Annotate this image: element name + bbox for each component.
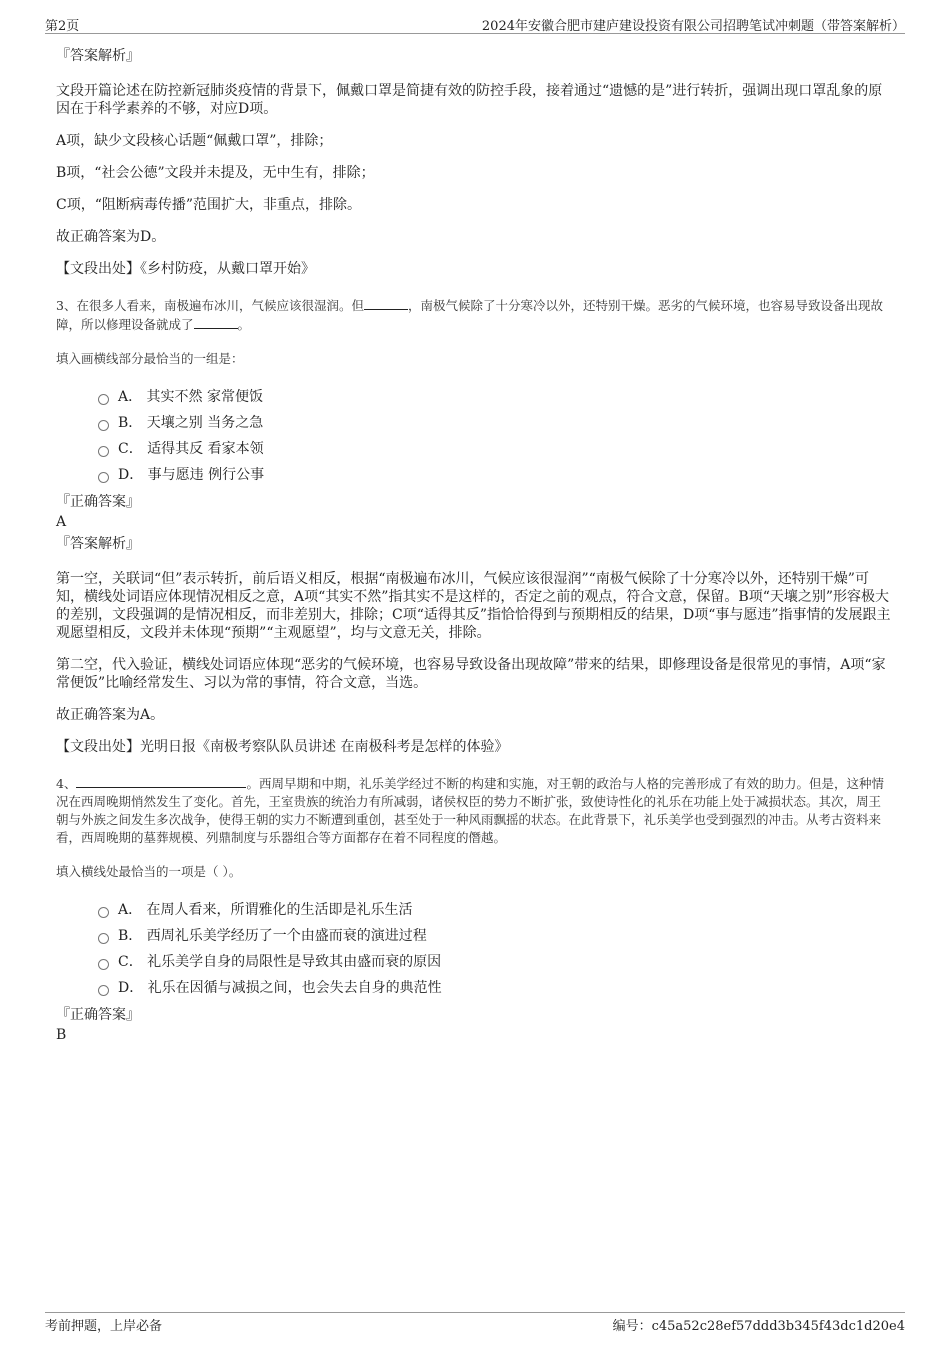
analysis-conclusion: 故正确答案为A。 [56, 707, 165, 723]
question-prompt: 填入横线处最恰当的一项是（ ）。 [56, 864, 242, 879]
option-label: D． 礼乐在因循与减损之间，也会失去自身的典范性 [118, 980, 442, 996]
option-b[interactable] [98, 927, 891, 945]
option-a[interactable] [98, 901, 891, 919]
radio-icon[interactable] [98, 907, 109, 918]
option-label: A． 在周人看来，所谓雅化的生活即是礼乐生活 [118, 902, 413, 918]
stem-text: 。西周早期和中期，礼乐美学经过不断的构建和实施，对王朝的政治与人格的完善形成了有效的助力。但是，这种情况在西周晚期悄然发生了变化。首先，王室贵族的统治力有所减弱，诸侯权臣的势力不断扩张，致使诗性化的礼乐在功能上处于减损状态。其次，周王朝与外族之间发生多次战争，使得王朝的实力不断遭到重创，甚至处于一种风雨飘摇的状态。在此背景下，礼乐美学也受到强烈的冲击。从考古资料来看，西周晚期的墓葬规模、列鼎制度与乐器组合等方面都存在着不同程度的僭越。 [56, 776, 884, 845]
stem-text: ，南极气候除了十分寒冷以外，还特别干燥。恶劣的气候环境，也容易导致设备出现故障，所以修理设备就成了 [56, 298, 883, 332]
option-d[interactable] [98, 466, 891, 484]
radio-icon[interactable] [98, 933, 109, 944]
blank-line [76, 774, 246, 788]
analysis-label: 『答案解析』 [56, 536, 140, 552]
radio-icon[interactable] [98, 472, 109, 483]
answer-label: 『正确答案』 [56, 494, 140, 510]
analysis-option-b: B项，“社会公德”文段并未提及，无中生有，排除； [56, 165, 375, 181]
option-label: B． 西周礼乐美学经历了一个由盛而衰的演进过程 [118, 928, 427, 944]
document-title: 2024年安徽合肥市建庐建设投资有限公司招聘笔试冲刺题（带答案解析） [481, 19, 905, 34]
source-citation: 【文段出处】光明日报《南极考察队队员讲述 在南极科考是怎样的体验》 [56, 739, 509, 755]
document-body [56, 44, 891, 1045]
page-number: 第2页 [45, 19, 80, 34]
analysis-conclusion: 故正确答案为D。 [56, 229, 166, 245]
analysis-option-a: A项，缺少文段核心话题“佩戴口罩”，排除； [56, 133, 333, 149]
footer-slogan: 考前押题，上岸必备 [45, 1319, 163, 1334]
option-a[interactable] [98, 388, 891, 406]
question-stem [56, 774, 891, 847]
blank-line [364, 296, 408, 310]
page-footer [45, 1312, 905, 1334]
option-label: C． 礼乐美学自身的局限性是导致其由盛而衰的原因 [118, 954, 442, 970]
question-prompt: 填入画横线部分最恰当的一组是： [56, 351, 244, 366]
analysis-paragraph: 第一空，关联词“但”表示转折，前后语义相反，根据“南极遍布冰川，气候应该很湿润”“南极气候除了十分寒冷以外，还特别干燥”可知，横线处词语应体现情况相反之意，A项“其实不然”指其实不是这样的，否定之前的观点，符合文意，保留。B项“天壤之别”形容极大的差别，文段强调的是情况相反，而非差别大，排除；C项“适得其反”指恰恰得到与预期相反的结果，D项“事与愿违”指事情的发展跟主观愿望相反，文段并未体现“预期”“主观愿望”，均与文意无关，排除。 [56, 571, 891, 641]
analysis-option-c: C项，“阻断病毒传播”范围扩大，非重点，排除。 [56, 197, 362, 213]
radio-icon[interactable] [98, 959, 109, 970]
document-id: 编号：c45a52c28ef57ddd3b345f43dc1d20e4 [612, 1319, 905, 1334]
radio-icon[interactable] [98, 985, 109, 996]
option-label: B． 天壤之别 当务之急 [118, 415, 264, 431]
options-list [56, 388, 891, 484]
answer-label: 『正确答案』 [56, 1007, 140, 1023]
options-list [56, 901, 891, 997]
answer-value: B [56, 1027, 67, 1043]
stem-text: 。 [237, 317, 251, 332]
radio-icon[interactable] [98, 420, 109, 431]
analysis-paragraph: 第二空，代入验证，横线处词语应体现“恶劣的气候环境，也容易导致设备出现故障”带来的结果，即修理设备是很常见的事情，A项“家常便饭”比喻经常发生、习以为常的事情，符合文意，当选。 [56, 657, 886, 691]
option-label: C． 适得其反 看家本领 [118, 441, 264, 457]
blank-line [194, 315, 238, 329]
source-citation: 【文段出处】《乡村防疫，从戴口罩开始》 [56, 261, 315, 277]
radio-icon[interactable] [98, 446, 109, 457]
option-d[interactable] [98, 979, 891, 997]
answer-value: A [56, 514, 67, 530]
analysis-paragraph: 文段开篇论述在防控新冠肺炎疫情的背景下，佩戴口罩是简捷有效的防控手段，接着通过“遗憾的是”进行转折，强调出现口罩乱象的原因在于科学素养的不够，对应D项。 [56, 83, 883, 117]
analysis-label: 『答案解析』 [56, 48, 140, 64]
option-c[interactable] [98, 953, 891, 971]
option-label: D． 事与愿违 例行公事 [118, 467, 265, 483]
page-header [45, 13, 905, 34]
option-label: A． 其实不然 家常便饭 [118, 389, 264, 405]
question-number: 4、 [56, 776, 77, 791]
question-stem [56, 296, 891, 334]
stem-text: 3、在很多人看来，南极遍布冰川，气候应该很湿润。但 [56, 298, 364, 313]
option-b[interactable] [98, 414, 891, 432]
radio-icon[interactable] [98, 394, 109, 405]
option-c[interactable] [98, 440, 891, 458]
